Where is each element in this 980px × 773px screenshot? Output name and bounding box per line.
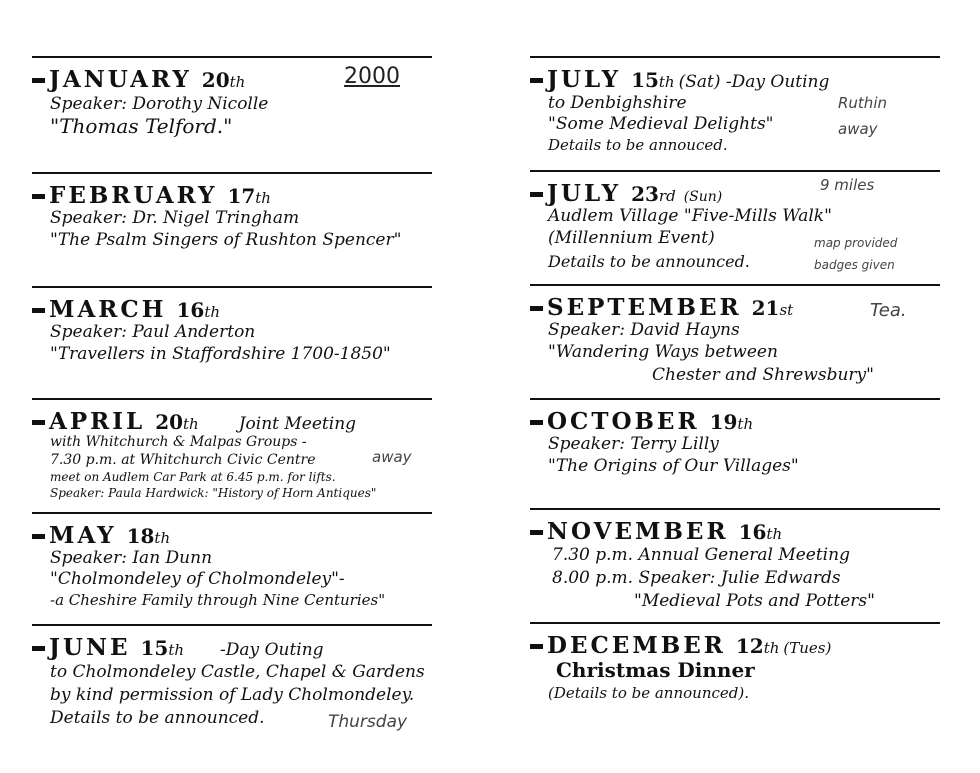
event-line: -a Cheshire Family through Nine Centuries"	[50, 591, 386, 609]
event-month: JANUARY	[49, 66, 192, 93]
event-day-suffix: th	[737, 415, 754, 433]
event-line: "Wandering Ways between	[548, 342, 778, 362]
event-line: with Whitchurch & Malpas Groups -	[50, 434, 307, 450]
event-day: 17	[227, 184, 256, 208]
event-line: "Medieval Pots and Potters"	[634, 591, 875, 611]
handwritten-year: 2000	[344, 64, 400, 89]
event-line: 7.30 p.m. at Whitchurch Civic Centre	[50, 452, 316, 468]
handwritten-note: badges given	[814, 258, 895, 272]
event-line: Details to be announced.	[50, 708, 265, 728]
event-day-suffix: th	[183, 415, 199, 433]
event-day-suffix: rd	[658, 187, 676, 205]
event-heading	[530, 294, 793, 321]
handwritten-note: Tea.	[870, 300, 907, 321]
event-line: Details to be annouced.	[548, 136, 728, 154]
event-line: Christmas Dinner	[556, 658, 755, 682]
event-day: 20	[155, 410, 184, 434]
divider	[32, 512, 432, 514]
bullet-dash	[32, 534, 45, 539]
divider	[530, 56, 940, 58]
event-month: JUNE	[49, 634, 131, 661]
event-day: 16	[176, 298, 205, 322]
event-line: Speaker: Terry Lilly	[548, 434, 719, 454]
event-heading	[530, 66, 829, 93]
event-day-suffix: st	[779, 301, 794, 319]
handwritten-note: 9 miles	[820, 176, 875, 194]
event-month: JULY	[547, 180, 622, 207]
event-day-suffix: th	[204, 303, 221, 321]
bullet-dash	[32, 78, 45, 83]
event-line: (Details to be announced).	[548, 684, 749, 702]
event-day-suffix: th	[255, 189, 271, 207]
event-line: Speaker: Ian Dunn	[50, 548, 213, 568]
event-day: 23	[631, 182, 659, 206]
event-day-suffix: th	[154, 529, 171, 547]
event-extra: (Sun)	[683, 189, 723, 205]
event-day: 19	[709, 410, 738, 434]
bullet-dash	[32, 194, 45, 199]
event-line: "The Psalm Singers of Rushton Spencer"	[50, 230, 402, 250]
event-line: Speaker: Paul Anderton	[50, 322, 256, 342]
bullet-dash	[530, 420, 543, 425]
event-day-suffix: th	[168, 641, 185, 659]
bullet-dash	[530, 306, 543, 311]
divider	[530, 398, 940, 400]
event-extra: -Day Outing	[220, 640, 324, 660]
event-heading	[32, 296, 220, 323]
divider	[530, 622, 940, 624]
event-line: by kind permission of Lady Cholmondeley.	[50, 685, 415, 705]
event-line: to Cholmondeley Castle, Chapel & Gardens	[50, 662, 425, 682]
event-heading	[32, 66, 245, 93]
bullet-dash	[530, 78, 543, 83]
event-heading	[530, 408, 753, 435]
handwritten-note: Thursday	[328, 712, 408, 732]
divider	[32, 56, 432, 58]
event-day: 12	[735, 634, 764, 658]
event-month: MAY	[49, 522, 117, 549]
event-month: OCTOBER	[547, 408, 700, 435]
event-line: meet on Audlem Car Park at 6.45 p.m. for lifts.	[50, 470, 336, 484]
event-day: 15	[140, 636, 169, 660]
divider	[32, 624, 432, 626]
divider	[530, 508, 940, 510]
event-line: 7.30 p.m. Annual General Meeting	[552, 545, 850, 565]
handwritten-note: Ruthin	[838, 94, 887, 112]
bullet-dash	[530, 644, 543, 649]
event-line: Speaker: Paula Hardwick: "History of Horn Antiques"	[50, 486, 377, 500]
event-line: "The Origins of Our Villages"	[548, 456, 799, 476]
event-day-suffix: th	[766, 525, 783, 543]
event-line: to Denbighshire	[548, 93, 687, 113]
event-line: (Millennium Event)	[548, 228, 715, 248]
bullet-dash	[530, 530, 543, 535]
event-day: 21	[751, 296, 780, 320]
event-line: Chester and Shrewsbury"	[652, 365, 874, 385]
event-month: APRIL	[49, 408, 146, 435]
event-line: Details to be announced.	[548, 252, 750, 271]
bullet-dash	[32, 646, 45, 651]
event-line: Speaker: David Hayns	[548, 320, 740, 340]
handwritten-note: away	[372, 448, 412, 466]
handwritten-note: away	[838, 120, 878, 138]
event-line: "Thomas Telford."	[50, 114, 233, 138]
event-month: FEBRUARY	[49, 182, 218, 209]
event-day: 18	[126, 524, 155, 548]
bullet-dash	[32, 308, 45, 313]
event-month: JULY	[547, 66, 622, 93]
event-heading	[32, 182, 271, 209]
divider	[530, 170, 940, 172]
event-day-suffix: th	[658, 73, 675, 91]
event-line: "Travellers in Staffordshire 1700-1850"	[50, 344, 391, 364]
event-line: "Cholmondeley of Cholmondeley"-	[50, 569, 345, 589]
event-heading	[32, 408, 356, 435]
event-day-suffix: th	[763, 639, 780, 657]
event-extra: Joint Meeting	[238, 414, 357, 434]
event-heading	[530, 518, 782, 545]
event-month: NOVEMBER	[547, 518, 729, 545]
bullet-dash	[32, 420, 45, 425]
event-line: Speaker: Dorothy Nicolle	[50, 94, 269, 114]
event-heading	[32, 522, 170, 549]
event-day-suffix: th	[229, 73, 246, 91]
handwritten-note: map provided	[814, 236, 898, 250]
event-month: SEPTEMBER	[547, 294, 742, 321]
divider	[530, 284, 940, 286]
event-day: 15	[631, 68, 659, 92]
event-day: 20	[201, 68, 230, 92]
divider	[32, 286, 432, 288]
event-line: Audlem Village "Five-Mills Walk"	[548, 206, 832, 226]
divider	[32, 398, 432, 400]
event-extra: (Tues)	[783, 639, 832, 657]
event-day: 16	[738, 520, 767, 544]
event-month: MARCH	[49, 296, 167, 323]
event-month: DECEMBER	[547, 632, 726, 659]
event-line: Speaker: Dr. Nigel Tringham	[50, 208, 300, 228]
event-heading	[530, 632, 831, 659]
bullet-dash	[530, 192, 543, 197]
event-heading	[32, 634, 324, 661]
event-heading	[530, 180, 722, 207]
divider	[32, 172, 432, 174]
event-extra: (Sat) -Day Outing	[678, 72, 830, 92]
event-line: 8.00 p.m. Speaker: Julie Edwards	[552, 568, 841, 588]
event-line: "Some Medieval Delights"	[548, 114, 774, 134]
